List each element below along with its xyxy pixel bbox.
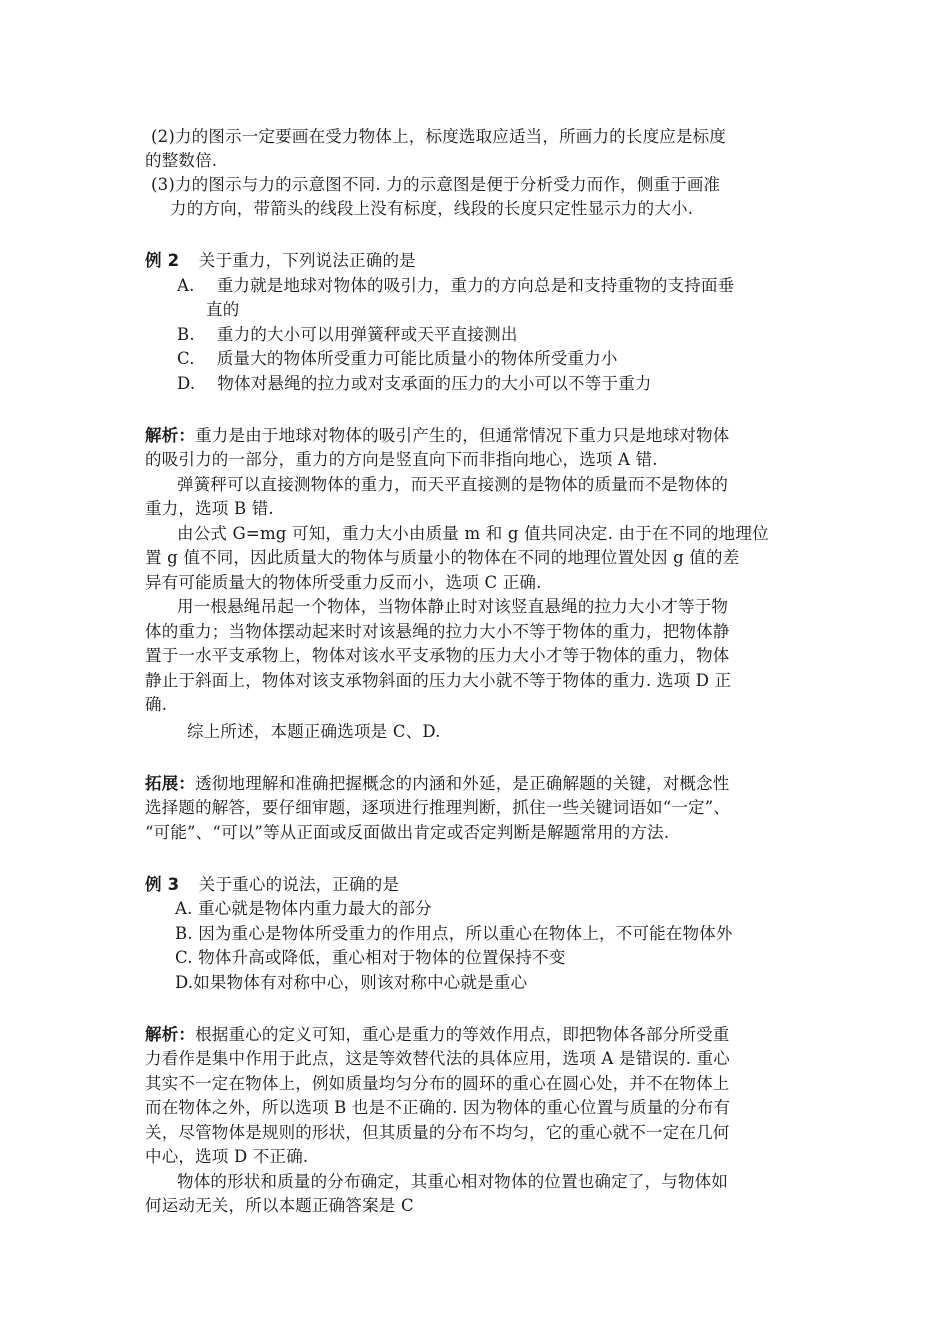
example-2-option-d: D. 物体对悬绳的拉力或对支承面的压力的大小可以不等于重力 [177,374,652,393]
example-2-analysis-p3-line-2: 置 g 值不同，因此质量大的物体与质量小的物体在不同的地理位置处因 g 值的差 [145,548,740,567]
example-2-analysis-summary: 综上所述，本题正确选项是 C、D. [187,722,441,741]
example-2-option-b: B. 重力的大小可以用弹簧秤或天平直接测出 [177,325,518,344]
example-3-option-b: B. 因为重心是物体所受重力的作用点，所以重心在物体上，不可能在物体外 [175,924,733,943]
example-3-analysis-line-2: 力看作是集中作用于此点，这是等效替代法的具体应用，选项 A 是错误的. 重心 [145,1049,730,1068]
example-3-analysis-line-1 [145,1023,730,1047]
example-2-analysis-p1-line-1 [145,424,730,448]
example-3-analysis-line-4: 而在物体之外，所以选项 B 也是不正确的. 因为物体的重心位置与质量的分布有 [145,1098,731,1117]
example-3-analysis-line-6: 中心，选项 D 不正确. [145,1147,309,1166]
example-2-analysis-label: 解析： [145,426,196,445]
example-2-analysis-p4-line-1: 用一根悬绳吊起一个物体，当物体静止时对该竖直悬绳的拉力大小才等于物 [177,597,729,616]
example-2-analysis-p4-line-4: 静止于斜面上，物体对该支承物斜面的压力大小就不等于物体的重力. 选项 D 正 [145,671,732,690]
example-3-analysis-p2-line-1: 物体的形状和质量的分布确定，其重心相对物体的位置也确定了，与物体如 [177,1172,729,1191]
example-2-heading [145,249,416,273]
example-2-analysis-p4-line-5: 确. [145,695,168,714]
example-3-analysis-p2-line-2: 何运动无关，所以本题正确答案是 C [145,1196,414,1215]
example-2-extension-line-1 [145,772,730,796]
example-2-analysis-p2-line-2: 重力，选项 B 错. [145,499,274,518]
example-3-analysis-label: 解析： [145,1025,196,1044]
example-2-extension-text: 透彻地理解和准确把握概念的内涵和外延，是正确解题的关键，对概念性 [195,774,730,793]
example-2-question: 关于重力，下列说法正确的是 [198,251,416,270]
example-2-extension-label: 拓展： [145,774,196,793]
example-3-analysis-line-3: 其实不一定在物体上，例如质量均匀分布的圆环的重心在圆心处，并不在物体上 [145,1074,730,1093]
example-3-analysis-line-5: 关，尽管物体是规则的形状，但其质量的分布不均匀，它的重心就不一定在几何 [145,1123,730,1142]
note-2-line-2: 的整数倍. [145,151,218,170]
example-2-option-a-line-1: A. 重力就是地球对物体的吸引力，重力的方向总是和支持重物的支持面垂 [177,276,735,295]
example-2-analysis-text: 重力是由于地球对物体的吸引产生的，但通常情况下重力只是地球对物体 [195,426,730,445]
example-2-extension-line-2: 选择题的解答，要仔细审题，逐项进行推理判断，抓住一些关键词语如“一定”、 [145,798,731,817]
example-2-analysis-p2-line-1: 弹簧秤可以直接测物体的重力，而天平直接测的是物体的质量而不是物体的 [177,475,729,494]
example-2-option-a-line-2: 直的 [206,300,240,319]
example-3-option-d: D.如果物体有对称中心，则该对称中心就是重心 [175,973,528,992]
example-3-analysis-text: 根据重心的定义可知，重心是重力的等效作用点，即把物体各部分所受重 [195,1025,730,1044]
example-2-analysis-p4-line-3: 置于一水平支承物上，物体对该水平支承物的压力大小才等于物体的重力，物体 [145,646,730,665]
example-3-option-a: A. 重心就是物体内重力最大的部分 [175,899,432,918]
example-2-option-c: C. 质量大的物体所受重力可能比质量小的物体所受重力小 [177,349,618,368]
note-3-line-1: (3)力的图示与力的示意图不同. 力的示意图是便于分析受力而作，侧重于画准 [151,175,721,194]
example-3-label: 例 3 [145,875,180,894]
example-2-label: 例 2 [145,251,180,270]
example-2-analysis-p3-line-1: 由公式 G=mg 可知，重力大小由质量 m 和 g 值共同决定. 由于在不同的地理位 [177,524,769,543]
example-2-analysis-p3-line-3: 异有可能质量大的物体所受重力反而小，选项 C 正确. [145,573,542,592]
example-2-analysis-p4-line-2: 体的重力；当物体摆动起来时对该悬绳的拉力大小不等于物体的重力，把物体静 [145,622,730,641]
example-2-analysis-p1-line-2: 的吸引力的一部分，重力的方向是竖直向下而非指向地心，选项 A 错. [145,450,658,469]
example-3-heading [145,873,399,897]
example-2-extension-line-3: “可能”、“可以”等从正面或反面做出肯定或否定判断是解题常用的方法. [145,823,670,842]
example-3-question: 关于重心的说法，正确的是 [198,875,400,894]
note-3-line-2: 力的方向，带箭头的线段上没有标度，线段的长度只定性显示力的大小. [170,199,694,218]
note-2-line-1: (2)力的图示一定要画在受力物体上，标度选取应适当，所画力的长度应是标度 [151,127,727,146]
example-3-option-c: C. 物体升高或降低，重心相对于物体的位置保持不变 [175,948,566,967]
